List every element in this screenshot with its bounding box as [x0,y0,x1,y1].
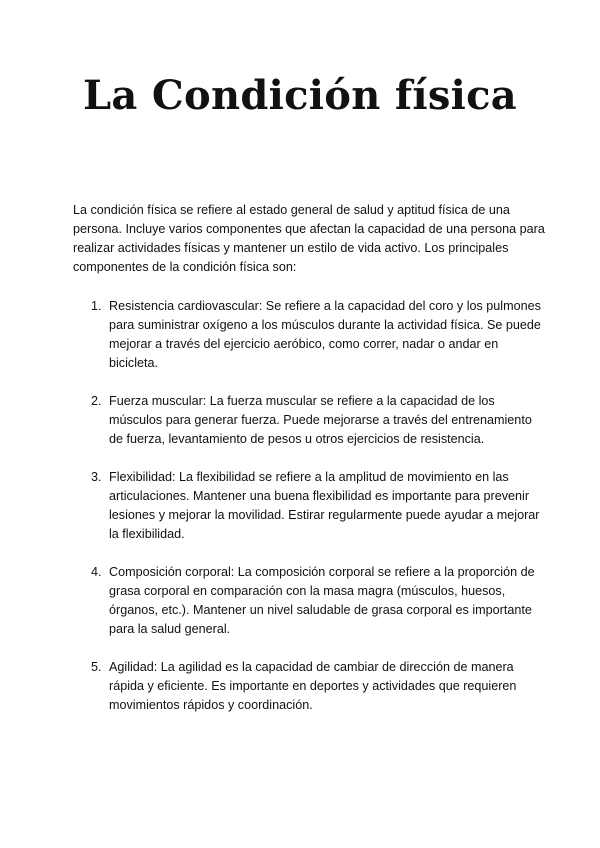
list-number: 4. [91,565,102,579]
list-item-line: movimientos rápidos y coordinación. [109,698,313,712]
list-item-line: lesiones y mejorar la movilidad. Estirar regularmente puede ayudar a mejorar [109,508,540,522]
list-item [73,468,553,544]
intro-paragraph [73,201,553,277]
list-item [73,392,553,449]
list-number: 3. [91,470,102,484]
list-item-line: Flexibilidad: La flexibilidad se refiere a la amplitud de movimiento en las [109,470,509,484]
list-item-line: mejorar a través del ejercicio aeróbico, como correr, nadar o andar en [109,337,499,351]
intro-line: componentes de la condición física son: [73,260,297,274]
list-item-line: Composición corporal: La composición corporal se refiere a la proporción de [109,565,535,579]
list-number: 2. [91,394,102,408]
list-number: 1. [91,299,102,313]
list-item [73,563,553,639]
intro-line: realizar actividades físicas y mantener un estilo de vida activo. Los principales [73,241,509,255]
list-item-line: grasa corporal en comparación con la masa magra (músculos, huesos, [109,584,506,598]
page-title: La Condición física [82,72,518,119]
components-list [73,297,553,734]
list-item-line: músculos para generar fuerza. Puede mejorarse a través del entrenamiento [109,413,532,427]
intro-line: persona. Incluye varios componentes que afectan la capacidad de una persona para [73,222,545,236]
list-item-line: articulaciones. Mantener una buena flexibilidad es importante para prevenir [109,489,530,503]
list-item-line: la flexibilidad. [109,527,185,541]
list-item-line: Fuerza muscular: La fuerza muscular se refiere a la capacidad de los [109,394,495,408]
list-item-line: rápida y eficiente. Es importante en deportes y actividades que requieren [109,679,517,693]
list-item-line: para la salud general. [109,622,231,636]
list-number: 5. [91,660,102,674]
list-item-line: Agilidad: La agilidad es la capacidad de cambiar de dirección de manera [109,660,514,674]
list-item [73,658,553,715]
list-item-line: para suministrar oxígeno a los músculos durante la actividad física. Se puede [109,318,541,332]
list-item-line: bicicleta. [109,356,158,370]
list-item-line: órganos, etc.). Mantener un nivel saludable de grasa corporal es importante [109,603,532,617]
list-item [73,297,553,373]
list-item-line: de fuerza, levantamiento de pesos u otros ejercicios de resistencia. [109,432,485,446]
intro-line: La condición física se refiere al estado general de salud y aptitud física de una [73,203,510,217]
list-item-line: Resistencia cardiovascular: Se refiere a la capacidad del coro y los pulmones [109,299,541,313]
